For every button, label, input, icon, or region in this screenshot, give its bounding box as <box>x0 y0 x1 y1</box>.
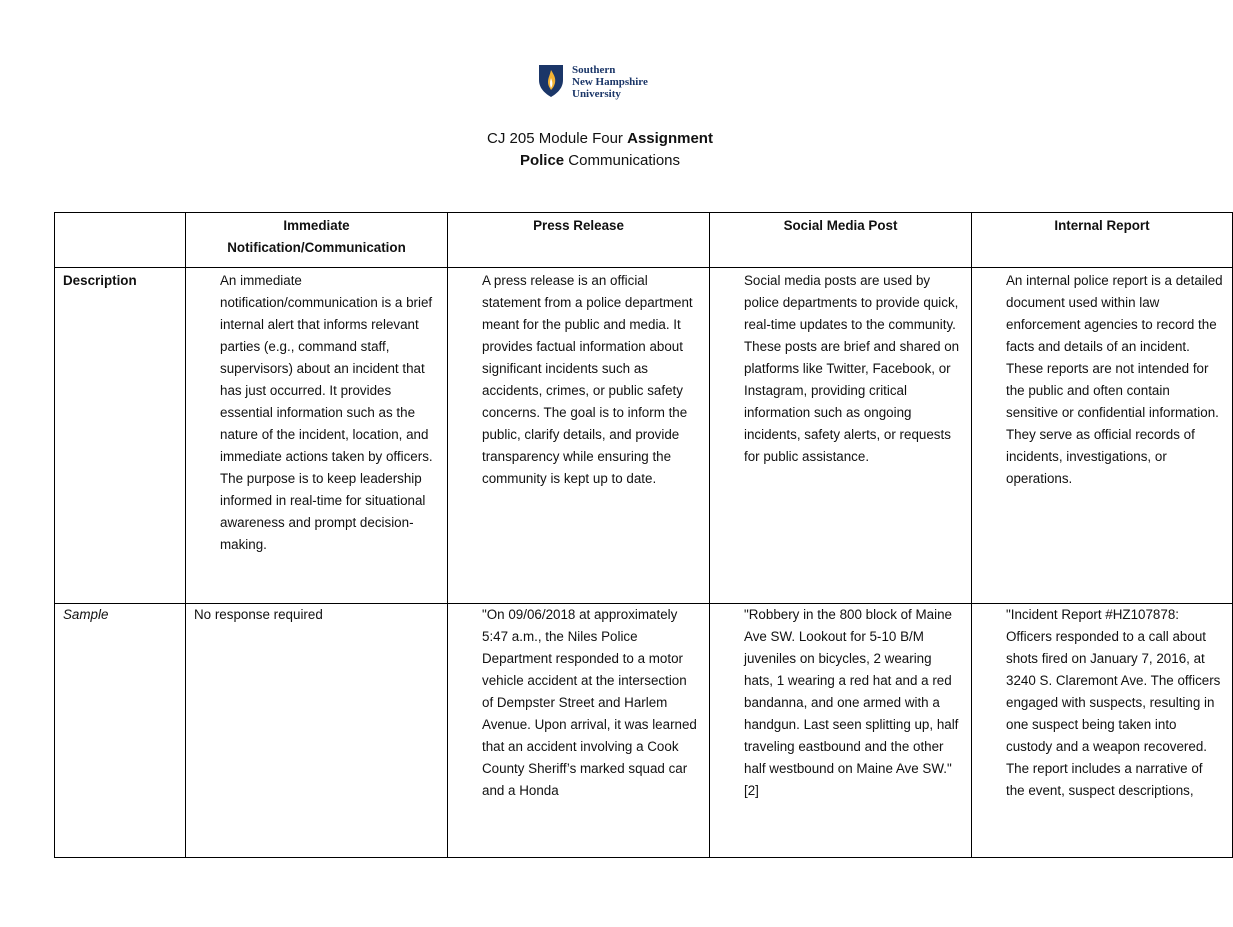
logo-line-1: Southern <box>572 64 616 76</box>
description-internal-report: An internal police report is a detailed document used within law enforcement agencies to record the facts and details of an incident. These reports are not intended for the public and often contain sensitive or confidential information. They serve as official records of incidents, investigations, or operations. <box>972 268 1233 604</box>
description-press-release: A press release is an official statement from a police department meant for the public and media. It provides factual information about significant incidents such as accidents, crimes, or public safety concerns. The goal is to inform the public, clarify details, and provide transparency while ensuring the community is kept up to date. <box>448 268 710 604</box>
table-row <box>55 268 1233 604</box>
sample-internal-report: "Incident Report #HZ107878: Officers responded to a call about shots fired on January 7, 2016, at 3240 S. Claremont Ave. The officers engaged with suspects, resulting in one suspect being taken into custody and a weapon recovered. The report includes a narrative of the event, suspect descriptions, <box>972 604 1233 858</box>
university-name <box>572 64 648 100</box>
university-logo <box>538 64 648 100</box>
header-internal-report: Internal Report <box>972 213 1233 268</box>
description-immediate-notification: An immediate notification/communication is a brief internal alert that informs relevant parties (e.g., command staff, supervisors) about an incident that has just occurred. It provides essential information such as the nature of the incident, location, and immediate actions taken by officers. The purpose is to keep leadership informed in real-time for situational awareness and prompt decision-making. <box>186 268 448 604</box>
row-label-description: Description <box>55 268 186 604</box>
description-social-media-post: Social media posts are used by police departments to provide quick, real-time updates to the community. These posts are brief and shared on platforms like Twitter, Facebook, or Instagram, providing critical information such as ongoing incidents, safety alerts, or requests for public assistance. <box>710 268 972 604</box>
title-assignment: Assignment <box>627 130 713 147</box>
flame-shield-icon <box>538 64 564 98</box>
sample-press-release: "On 09/06/2018 at approximately 5:47 a.m., the Niles Police Department responded to a motor vehicle accident at the intersection of Dempster Street and Harlem Avenue. Upon arrival, it was learned that an accident involving a Cook County Sheriff’s marked squad car and a Honda <box>448 604 710 858</box>
sample-immediate-notification: No response required <box>186 604 448 858</box>
header-social-media-post: Social Media Post <box>710 213 972 268</box>
header-cell-empty <box>55 213 186 268</box>
subtitle-police: Police <box>519 152 565 169</box>
table-header-row <box>55 213 1233 268</box>
logo-line-3: University <box>572 88 621 100</box>
subtitle-communications: Communications <box>564 152 681 169</box>
communications-table <box>54 212 1233 858</box>
row-label-sample: Sample <box>55 604 186 858</box>
logo-line-2: New Hampshire <box>572 76 648 88</box>
sample-social-media-post: "Robbery in the 800 block of Maine Ave SW. Lookout for 5-10 B/M juveniles on bicycles, 2 wearing hats, 1 wearing a red hat and a red bandanna, and one armed with a handgun. Last seen splitting up, half traveling eastbound and the other half westbound on Maine Ave SW."[2] <box>710 604 972 858</box>
title-course: CJ 205 Module Four <box>487 130 628 147</box>
header-press-release: Press Release <box>448 213 710 268</box>
table-row <box>55 604 1233 858</box>
header-immediate-notification: Immediate Notification/Communication <box>186 213 448 268</box>
document-title <box>0 129 1200 149</box>
document-subtitle <box>0 151 1200 171</box>
